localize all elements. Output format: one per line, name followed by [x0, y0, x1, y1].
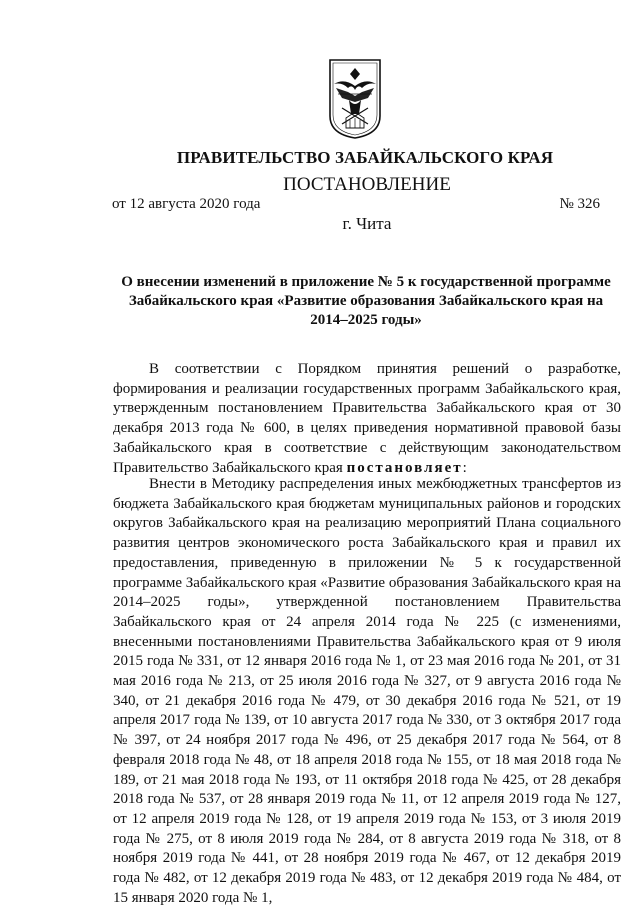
document-title: О внесении изменений в приложение № 5 к государственной программе Забайкальского края «Развитие образования Забайкальского края на 2014–2025 годы» — [121, 274, 611, 328]
zabaykalsky-krai-coat-of-arms-icon — [328, 58, 382, 140]
preamble-text: В соответствии с Порядком принятия решений о разработке, формирования и реализации государственных программ Забайкальского края, утвержденным постановлением Правительства Забайкальского края от 30 декабря 2013 года № 600, в целях приведения нормативной правовой базы Забайкальского края в соответствие с действующим законодательством Правительство Забайкальского края — [113, 361, 621, 476]
preamble-paragraph — [113, 360, 621, 478]
document-city: г. Чита — [342, 214, 392, 233]
document-type: ПОСТАНОВЛЕНИЕ — [283, 174, 451, 195]
preamble-end: : — [462, 459, 467, 476]
document-number: № 326 — [559, 196, 600, 212]
government-name: ПРАВИТЕЛЬСТВО ЗАБАЙКАЛЬСКОГО КРАЯ — [176, 148, 554, 167]
document-date: от 12 августа 2020 года — [112, 196, 261, 212]
body-paragraph: Внести в Методику распределения иных межбюджетных трансфертов из бюджета Забайкальского края бюджетам муниципальных районов и городских округов Забайкальского края на реализацию мероприятий Плана социального развития центров экономического роста Забайкальского края и правил их предоставления, приведенную в приложении № 5 к государственной программе Забайкальского края «Развитие образования Забайкальского края на 2014–2025 годы», утвержденной постановлением Правительства Забайкальского края от 24 апреля 2014 года № 225 (с изменениями, внесенными постановлениями Правительства Забайкальского края от 9 июля 2015 года № 331, от 12 января 2016 года № 1, от 23 мая 2016 года № 201, от 31 мая 2016 года № 213, от 25 июля 2016 года № 327, от 9 августа 2016 года № 340, от 21 декабря 2016 года № 479, от 30 декабря 2016 года № 521, от 19 апреля 2017 года № 139, от 10 августа 2017 года № 330, от 3 октября 2017 года № 397, от 24 ноября 2017 года № 496, от 25 декабря 2017 года № 564, от 8 февраля 2018 года № 48, от 18 апреля 2018 года № 155, от 18 мая 2018 года № 189, от 21 мая 2018 года № 193, от 11 октября 2018 года № 425, от 28 декабря 2018 года № 537, от 28 января 2019 года № 11, от 12 апреля 2019 года № 127, от 12 апреля 2019 года № 128, от 19 апреля 2019 года № 153, от 3 июля 2019 года № 275, от 8 июля 2019 года № 284, от 8 августа 2019 года № 318, от 8 ноября 2019 года № 441, от 28 ноября 2019 года № 467, от 12 декабря 2019 года № 482, от 12 декабря 2019 года № 483, от 12 декабря 2019 года № 484, от 15 января 2020 года № 1, — [113, 476, 621, 906]
resolution-keyword: постановляет — [346, 459, 463, 476]
